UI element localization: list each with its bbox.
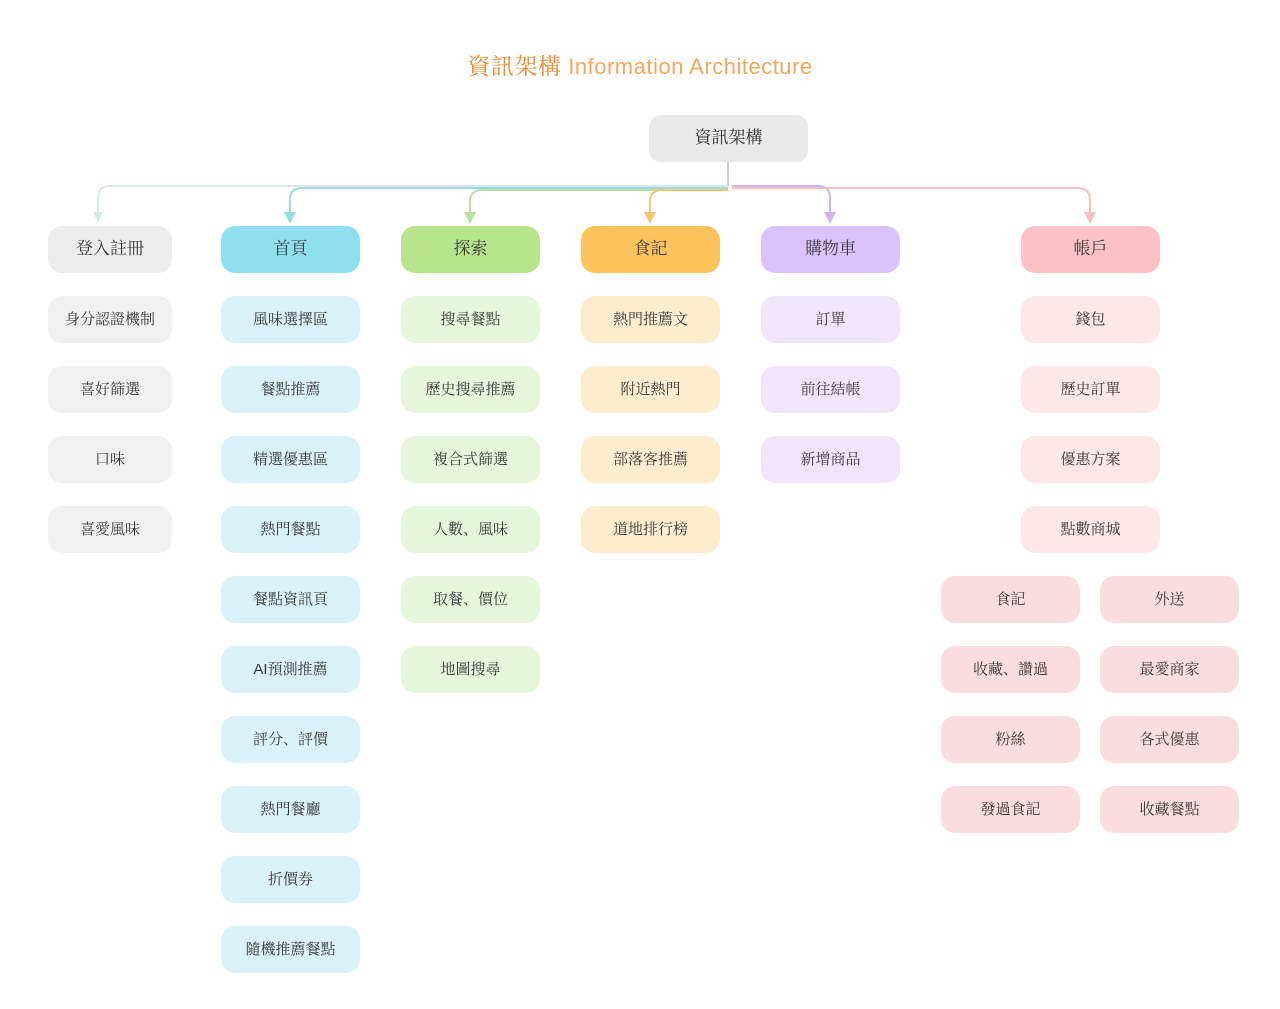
- column-head-home: 首頁: [221, 226, 360, 273]
- column-head-foodnote: 食記: [581, 226, 720, 273]
- node-account-3: 點數商城: [1021, 506, 1160, 553]
- node-cart-1: 前往結帳: [761, 366, 900, 413]
- node-home-4: 餐點資訊頁: [221, 576, 360, 623]
- column-head-login: 登入註冊: [48, 226, 172, 273]
- node-account-2: 優惠方案: [1021, 436, 1160, 483]
- node-home-9: 隨機推薦餐點: [221, 926, 360, 973]
- node-home-8: 折價券: [221, 856, 360, 903]
- node-foodnote-3: 道地排行榜: [581, 506, 720, 553]
- column-head-cart: 購物車: [761, 226, 900, 273]
- page-title: [0, 48, 1280, 81]
- node-explore-4: 取餐、價位: [401, 576, 540, 623]
- node-home-5: AI預測推薦: [221, 646, 360, 693]
- node-account-extra-right-1: 最愛商家: [1100, 646, 1239, 693]
- node-home-3: 熱門餐點: [221, 506, 360, 553]
- node-account-extra-right-3: 收藏餐點: [1100, 786, 1239, 833]
- node-explore-3: 人數、風味: [401, 506, 540, 553]
- node-account-extra-left-1: 收藏、讚過: [941, 646, 1080, 693]
- node-explore-5: 地圖搜尋: [401, 646, 540, 693]
- node-home-6: 評分、評價: [221, 716, 360, 763]
- node-account-extra-left-3: 發過食記: [941, 786, 1080, 833]
- node-cart-0: 訂單: [761, 296, 900, 343]
- node-account-extra-right-0: 外送: [1100, 576, 1239, 623]
- node-account-0: 錢包: [1021, 296, 1160, 343]
- node-home-2: 精選優惠區: [221, 436, 360, 483]
- node-account-1: 歷史訂單: [1021, 366, 1160, 413]
- node-explore-0: 搜尋餐點: [401, 296, 540, 343]
- node-login-0: 身分認證機制: [48, 296, 172, 343]
- node-foodnote-1: 附近熱門: [581, 366, 720, 413]
- node-explore-1: 歷史搜尋推薦: [401, 366, 540, 413]
- node-login-3: 喜愛風味: [48, 506, 172, 553]
- column-head-account: 帳戶: [1021, 226, 1160, 273]
- node-account-extra-left-0: 食記: [941, 576, 1080, 623]
- node-account-extra-right-2: 各式優惠: [1100, 716, 1239, 763]
- root-node: 資訊架構: [649, 115, 808, 162]
- node-foodnote-2: 部落客推薦: [581, 436, 720, 483]
- node-account-extra-left-2: 粉絲: [941, 716, 1080, 763]
- node-foodnote-0: 熱門推薦文: [581, 296, 720, 343]
- node-home-0: 風味選擇區: [221, 296, 360, 343]
- column-head-explore: 探索: [401, 226, 540, 273]
- node-login-1: 喜好篩選: [48, 366, 172, 413]
- node-home-1: 餐點推薦: [221, 366, 360, 413]
- node-cart-2: 新增商品: [761, 436, 900, 483]
- node-explore-2: 複合式篩選: [401, 436, 540, 483]
- page-title-en: Information Architecture: [568, 54, 813, 79]
- node-home-7: 熱門餐廳: [221, 786, 360, 833]
- page-title-zh: 資訊架構: [467, 53, 562, 79]
- node-login-2: 口味: [48, 436, 172, 483]
